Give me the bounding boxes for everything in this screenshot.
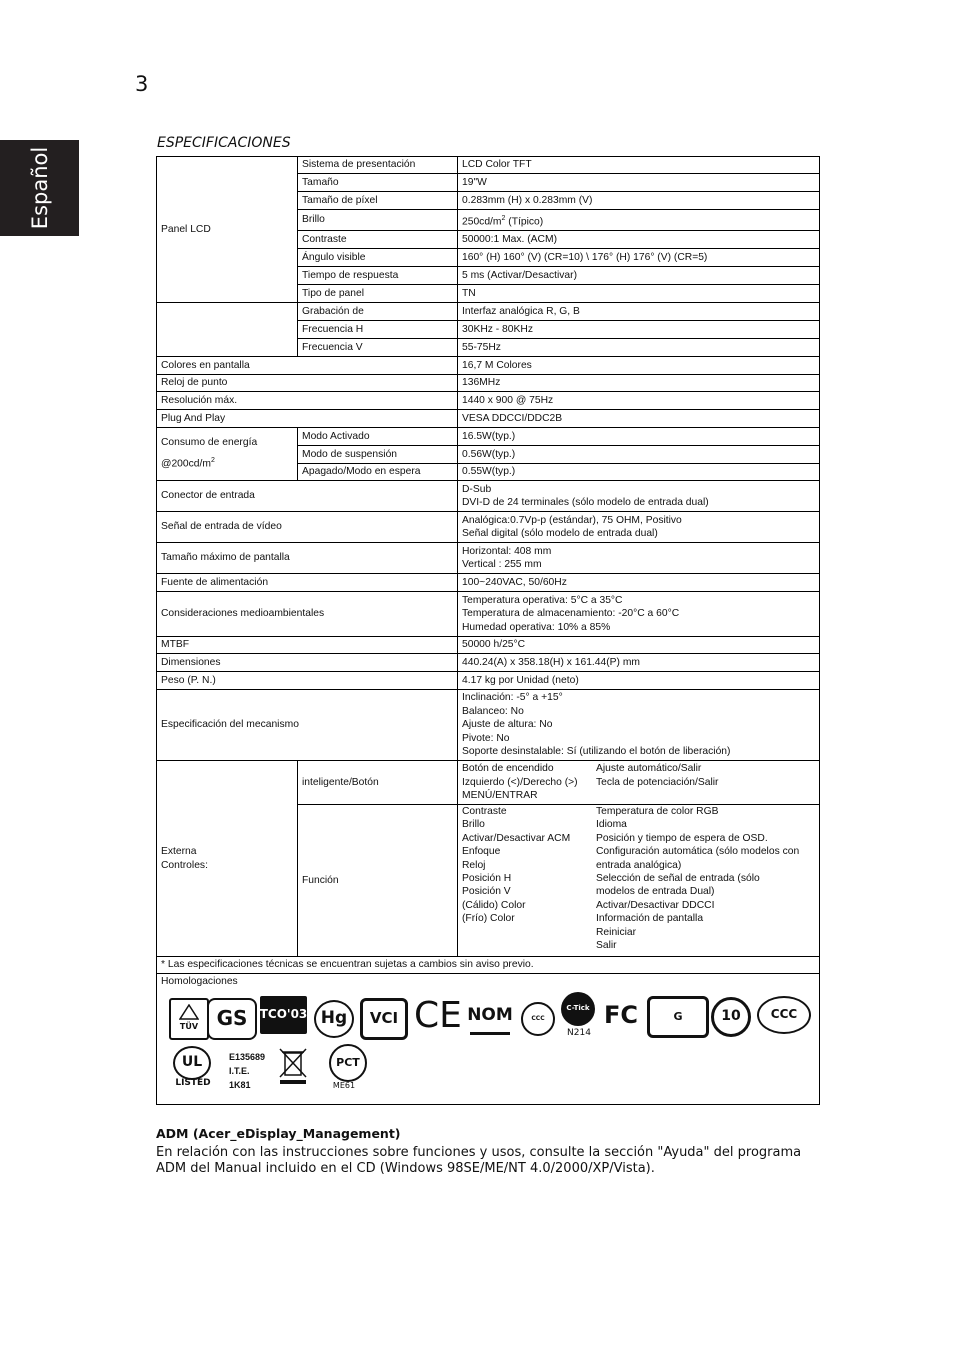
spec-value [458, 761, 820, 805]
table-row [157, 654, 820, 672]
table-row [157, 543, 820, 574]
spec-value: 16,7 M Colores [458, 357, 820, 375]
c-tick-text: C-Tick [566, 1004, 590, 1013]
col-1 [462, 805, 596, 952]
line: Inclinación: -5° a +15° [462, 692, 563, 704]
table-row [157, 481, 820, 512]
spec-value [458, 543, 820, 574]
power-label-unit: @200cd/m [161, 458, 211, 470]
me61-text: ME61 [332, 1081, 356, 1091]
line: D-Sub [462, 483, 492, 495]
spec-label: Señal de entrada de vídeo [157, 512, 458, 543]
brightness-suffix: (Típico) [505, 216, 544, 227]
spec-group-blank [157, 303, 298, 357]
tco03-logo-icon [260, 996, 307, 1034]
pct-text: PCT [336, 1056, 360, 1070]
line: Reiniciar [596, 926, 637, 938]
ul-logo-icon [173, 1046, 211, 1080]
spec-label: Frecuencia V [298, 339, 458, 357]
spec-value [458, 592, 820, 637]
spec-label: Frecuencia H [298, 321, 458, 339]
nom-logo-icon [467, 1000, 513, 1035]
line: E135689 [229, 1052, 266, 1062]
line: Soporte desinstalable: Sí (utilizando el botón de liberación) [462, 746, 731, 758]
spec-value: VESA DDCCI/DDC2B [458, 410, 820, 428]
gs-logo-icon [207, 998, 257, 1040]
line: Señal digital (sólo modelo de entrada dual) [462, 528, 658, 539]
ul-listed-text: LISTED [175, 1078, 211, 1089]
spec-value: TN [458, 285, 820, 303]
ul-text: UL [181, 1054, 203, 1071]
spec-group-label: Panel LCD [157, 157, 298, 303]
spec-label: Fuente de alimentación [157, 574, 458, 592]
table-row [157, 357, 820, 375]
certifications [157, 974, 819, 1104]
adm-title: ADM (Acer_eDisplay_Management) [156, 1126, 401, 1141]
ce-logo-icon [409, 996, 467, 1036]
spec-label: Grabación de [298, 303, 458, 321]
language-tab-label: Español [27, 146, 52, 230]
page-number: 3 [135, 72, 149, 96]
spec-value: 0.55W(typ.) [458, 464, 820, 481]
spec-label: Consideraciones medioambientales [157, 592, 458, 637]
spec-value: LCD Color TFT [458, 157, 820, 174]
line: Vertical : 255 mm [462, 559, 542, 570]
spec-value: 136MHz [458, 375, 820, 392]
line: MENÚ/ENTRAR [462, 790, 538, 802]
spec-label: Reloj de punto [157, 375, 458, 392]
line: (Frío) Color [462, 913, 515, 925]
certifications-cell [157, 974, 820, 1105]
spec-label: Conector de entrada [157, 481, 458, 512]
footnote: * Las especificaciones técnicas se encuentran sujetas a cambios sin aviso previo. [157, 957, 820, 974]
table-row [157, 957, 820, 974]
brightness-sup: 2 [501, 214, 506, 222]
line: Idioma [596, 819, 627, 831]
line: Balanceo: No [462, 705, 524, 717]
power-label-sup: 2 [210, 457, 215, 465]
language-tab [0, 140, 79, 236]
spec-label: Tamaño [298, 174, 458, 192]
brightness-value: 250cd/m [462, 216, 502, 227]
line: Ajuste de altura: No [462, 719, 553, 731]
ce-text: CE [414, 995, 462, 1037]
table-row [157, 157, 820, 174]
line: Pivote: No [462, 732, 510, 744]
table-row [157, 672, 820, 690]
spec-value: 1440 x 900 @ 75Hz [458, 392, 820, 410]
spec-value [458, 690, 820, 761]
spec-label: Colores en pantalla [157, 357, 458, 375]
line: Brillo [462, 819, 485, 831]
spec-value: 55-75Hz [458, 339, 820, 357]
hg-logo-icon [314, 1000, 354, 1038]
line: Información de pantalla [596, 913, 704, 925]
spec-label: Peso (P. N.) [157, 672, 458, 690]
spec-value [458, 805, 820, 957]
line: Tecla de potenciación/Salir [596, 776, 719, 788]
spec-label: Dimensiones [157, 654, 458, 672]
fcc-logo-icon [601, 998, 641, 1034]
line: Activar/Desactivar DDCCI [596, 899, 715, 911]
line: Salir [596, 940, 617, 952]
line: Enfoque [462, 846, 501, 858]
line: modelos de entrada Dual) [596, 886, 715, 898]
ergonomic-text: G [673, 1010, 683, 1024]
section-title: ESPECIFICACIONES [157, 135, 291, 151]
spec-value: Interfaz analógica R, G, B [458, 303, 820, 321]
line: Horizontal: 408 mm [462, 545, 552, 557]
line: Temperatura de almacenamiento: -20°C a 60°C [462, 608, 680, 620]
weee-bin-icon [275, 1042, 311, 1090]
spec-label: Tipo de panel [298, 285, 458, 303]
line: Externa [161, 846, 197, 858]
ul-listed-label [173, 1078, 213, 1090]
table-row [157, 761, 820, 805]
spec-value: 0.283mm (H) x 0.283mm (V) [458, 192, 820, 210]
line: I.T.E. [229, 1066, 250, 1076]
line: Configuración automática (sólo modelos con [596, 846, 800, 858]
spec-value: 16.5W(typ.) [458, 428, 820, 446]
spec-label: MTBF [157, 637, 458, 654]
spec-value [458, 512, 820, 543]
line: Ajuste automático/Salir [596, 763, 702, 775]
two-col [462, 762, 815, 802]
spec-label: Tamaño máximo de pantalla [157, 543, 458, 574]
table-row [157, 392, 820, 410]
fcc-text: FC [603, 1001, 638, 1030]
spec-label: Tamaño de píxel [298, 192, 458, 210]
line: Posición y tiempo de espera de OSD. [596, 832, 768, 844]
line: Analógica:0.7Vp-p (estándar), 75 OHM, Positivo [462, 514, 682, 526]
tuv-text: TÜV [179, 1022, 199, 1032]
me61-label [329, 1080, 359, 1092]
controls-label [157, 761, 298, 957]
table-row [157, 512, 820, 543]
spec-label: Contraste [298, 231, 458, 249]
n214-text: N214 [567, 1028, 591, 1039]
line: Temperatura operativa: 5°C a 35°C [462, 594, 623, 606]
line: 1K81 [229, 1080, 251, 1090]
line: Controles: [161, 859, 208, 871]
power-label-line2 [161, 452, 293, 473]
spec-value: 4.17 kg por Unidad (neto) [458, 672, 820, 690]
line: Posición H [462, 873, 512, 885]
line: (Cálido) Color [462, 899, 526, 911]
spec-value: 50000:1 Max. (ACM) [458, 231, 820, 249]
col-1 [462, 762, 596, 802]
spec-value: 160° (H) 160° (V) (CR=10) \ 176° (H) 176° (V) (CR=5) [458, 249, 820, 267]
adm-text: En relación con las instrucciones sobre funciones y usos, consulte la sección "Ayuda" del programa ADM del Manual incluido en el CD (Windows 98SE/ME/NT 4.0/2000/XP/Vista). [156, 1145, 802, 1176]
spec-label: Sistema de presentación [298, 157, 458, 174]
line: Temperatura de color RGB [596, 806, 719, 817]
line: Posición V [462, 886, 511, 898]
ccc-logo-icon [521, 1002, 555, 1036]
ergonomic-logo-icon [647, 996, 709, 1038]
line: Izquierdo (<)/Derecho (>) [462, 776, 578, 788]
table-row [157, 303, 820, 321]
spec-label: Apagado/Modo en espera [298, 464, 458, 481]
line: DVI-D de 24 terminales (sólo modelo de entrada dual) [462, 497, 709, 508]
table-row [157, 637, 820, 654]
table-row [157, 375, 820, 392]
spec-label: Brillo [298, 210, 458, 231]
two-col [462, 805, 815, 952]
gs-text: GS [216, 1006, 248, 1031]
line: Humedad operativa: 10% a 85% [462, 621, 611, 633]
ccc-text: CCC [531, 1015, 545, 1023]
spec-value: 50000 h/25°C [458, 637, 820, 654]
spec-label: Modo Activado [298, 428, 458, 446]
spec-label: inteligente/Botón [298, 761, 458, 805]
spec-label: Función [298, 805, 458, 957]
spec-table [156, 156, 820, 1105]
spec-value: 30KHz - 80KHz [458, 321, 820, 339]
spec-label: Resolución máx. [157, 392, 458, 410]
table-row [157, 428, 820, 446]
c-tick-logo-icon [561, 992, 595, 1026]
spec-value: 19"W [458, 174, 820, 192]
line: Botón de encendido [462, 763, 554, 775]
ccc-2-text: CCC [770, 1007, 798, 1022]
power-label [157, 428, 298, 481]
certifications-label: Homologaciones [161, 976, 238, 987]
ccc-2-logo-icon [757, 996, 811, 1034]
col-2 [596, 805, 815, 952]
spec-label: Modo de suspensión [298, 446, 458, 464]
table-row [157, 410, 820, 428]
epa-10-text: 10 [721, 1008, 741, 1025]
spec-value: 5 ms (Activar/Desactivar) [458, 267, 820, 285]
line: Activar/Desactivar ACM [462, 832, 571, 844]
tco-text: TCO'03 [259, 1007, 308, 1022]
col-2 [596, 762, 815, 802]
hg-text: Hg [320, 1008, 348, 1029]
spec-value [458, 210, 820, 231]
spec-value: 100~240VAC, 50/60Hz [458, 574, 820, 592]
table-row [157, 592, 820, 637]
vci-logo-icon [360, 998, 408, 1040]
epa-10-logo-icon [711, 997, 751, 1037]
ul-file-numbers [229, 1050, 265, 1092]
line: Reloj [462, 859, 486, 871]
spec-value: 440.24(A) x 358.18(H) x 161.44(P) mm [458, 654, 820, 672]
line: Contraste [462, 806, 507, 817]
tuv-logo-icon [169, 998, 209, 1040]
table-row [157, 974, 820, 1105]
line: entrada analógica) [596, 859, 682, 871]
vci-text: VCI [369, 1009, 399, 1028]
pct-logo-icon [329, 1044, 367, 1082]
table-row [157, 574, 820, 592]
power-label-line1: Consumo de energía [161, 437, 258, 449]
spec-label: Especificación del mecanismo [157, 690, 458, 761]
spec-label: Ángulo visible [298, 249, 458, 267]
spec-value [458, 481, 820, 512]
spec-value: 0.56W(typ.) [458, 446, 820, 464]
line: Selección de señal de entrada (sólo [596, 873, 760, 885]
nom-text: NOM [467, 1005, 513, 1026]
table-row [157, 690, 820, 761]
spec-label: Tiempo de respuesta [298, 267, 458, 285]
n214-label [562, 1028, 596, 1040]
spec-label: Plug And Play [157, 410, 458, 428]
